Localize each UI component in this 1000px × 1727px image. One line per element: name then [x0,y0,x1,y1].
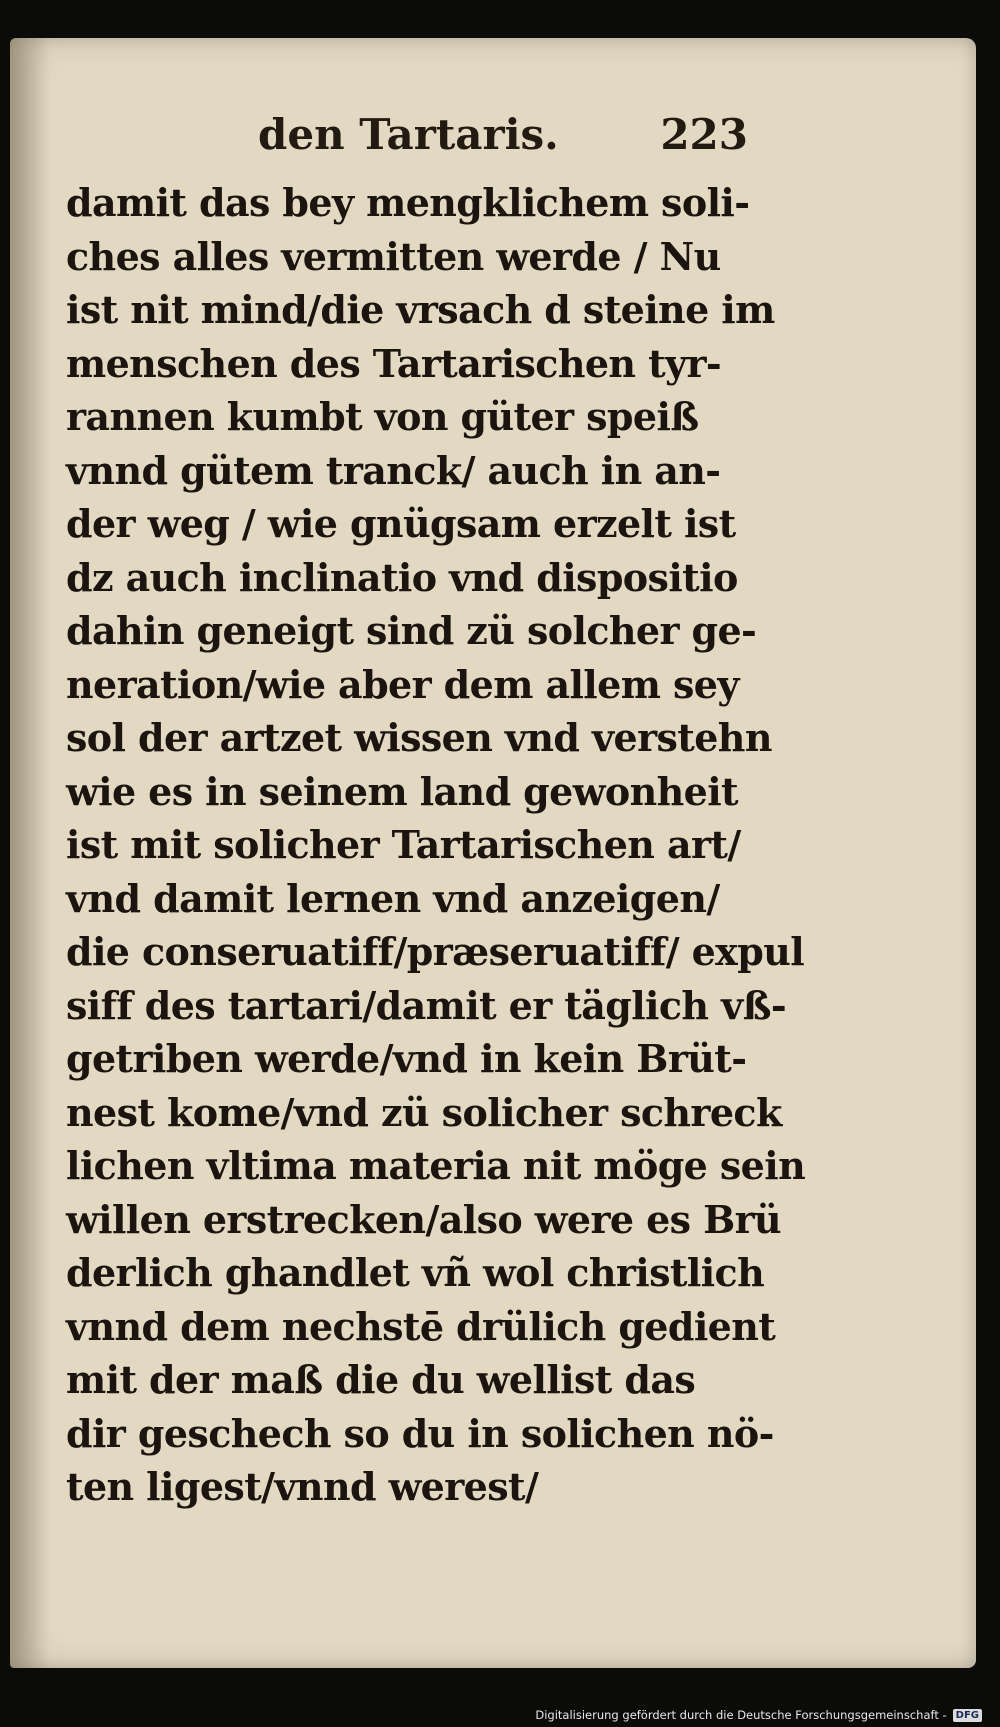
running-head [68,98,748,168]
text-line: nest kome/vnd zü solicher schreck [66,1089,782,1135]
dfg-logo: DFG [953,1709,982,1722]
digitization-credit [535,1705,982,1725]
text-line: der weg / wie gnügsam erzelt ist [66,501,736,546]
body-text [66,176,806,1514]
text-line: ches alles vermitten werde / Nu [66,233,721,279]
text-line: lichen vltima materia nit möge sein [66,1143,806,1188]
text-line: vnnd dem nechstē drülich gedient [66,1303,776,1349]
text-line: mit der maß die du wellist das [66,1357,696,1402]
text-line: die conseruatiff/præseruatiff/ expul [66,929,805,974]
text-line: dahin geneigt sind zü solcher ge- [66,608,757,653]
book-page [10,38,976,1668]
running-head-title: den Tartaris. [258,110,559,159]
text-line: vnnd gütem tranck/ auch in an- [66,447,721,493]
text-line: derlich ghandlet vñ wol christlich [66,1250,765,1295]
page-number: 223 [660,110,748,159]
text-line: rannen kumbt von güter speiß [66,394,699,439]
text-line: ten ligest/vnnd werest/ [66,1464,539,1509]
credit-text: Digitalisierung gefördert durch die Deutsche Forschungsgemeinschaft - [535,1708,947,1722]
text-line: menschen des Tartarischen tyr- [66,340,722,386]
text-line: dir geschech so du in solichen nö- [66,1410,774,1456]
text-line: dz auch inclinatio vnd dispositio [66,554,738,600]
text-line: vnd damit lernen vnd anzeigen/ [66,875,720,921]
text-line: siff des tartari/damit er täglich vß- [66,982,787,1028]
text-line: neration/wie aber dem allem sey [66,661,739,707]
text-line: damit das bey mengklichem soli- [66,180,750,225]
text-line: sol der artzet wissen vnd verstehn [66,715,772,760]
text-line: wie es in seinem land gewonheit [66,768,739,814]
text-line: willen erstrecken/also were es Brü [66,1196,782,1242]
text-line: ist nit mind/die vrsach d steine im [66,287,775,332]
text-line: ist mit solicher Tartarischen art/ [66,822,741,867]
text-line: getriben werde/vnd in kein Brüt- [66,1036,747,1081]
